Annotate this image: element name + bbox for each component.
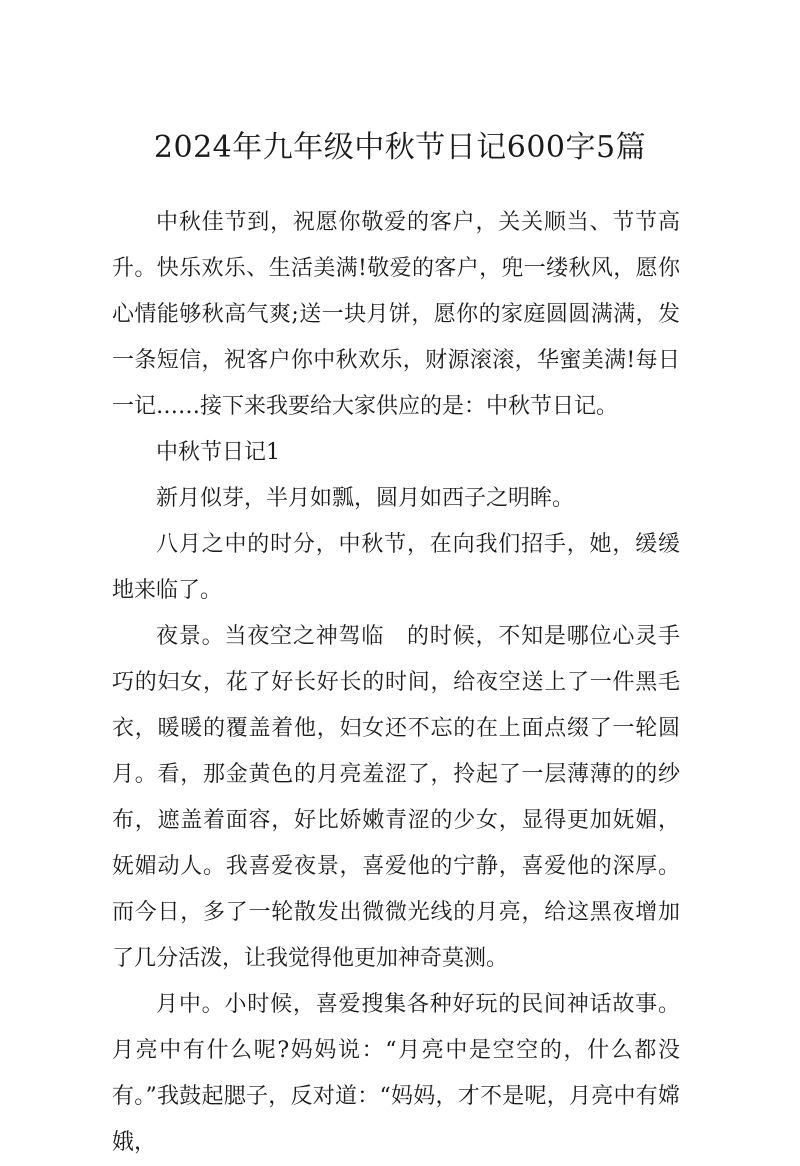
paragraph-subheading: 中秋节日记1 (156, 440, 280, 465)
paragraph-moon-phases: 新月似芽，半月如瓢，圆月如西子之明眸。 (156, 486, 575, 511)
document-title: 2024年九年级中秋节日记600字5篇 (153, 130, 647, 165)
paragraph-in-the-moon: 月中。小时候，喜爱搜集各种好玩的民间神话故事。月亮中有什么呢?妈妈说：“月亮中是空空的，什么都没有。”我鼓起腮子，反对道：“妈妈，才不是呢，月亮中有嫦娥， (112, 992, 680, 1155)
document-body (112, 200, 680, 1166)
paragraph-night-scene: 夜景。当夜空之神驾临 的时候，不知是哪位心灵手巧的妇女，花了好长好长的时间，给夜空送上了一件黑毛衣，暖暖的覆盖着他，妇女还不忘的在上面点缀了一轮圆月。看，那金黄色的月亮羞涩了，拎起了一层薄薄的的纱布，遮盖着面容，好比娇嫩青涩的少女，显得更加妩媚，妩媚动人。我喜爱夜景，喜爱他的宁静，喜爱他的深厚。而今日，多了一轮散发出微微光线的月亮，给这黑夜增加了几分活泼，让我觉得他更加神奇莫测。 (112, 624, 680, 971)
paragraph-mid-autumn-arrival: 八月之中的时分，中秋节，在向我们招手，她，缓缓地来临了。 (112, 532, 680, 603)
paragraph-intro: 中秋佳节到，祝愿你敬爱的客户，关关顺当、节节高升。快乐欢乐、生活美满!敬爱的客户，兜一缕秋风，愿你心情能够秋高气爽;送一块月饼，愿你的家庭圆圆满满，发一条短信，祝客户你中秋欢乐，财源滚滚，华蜜美满!每日一记……接下来我要给大家供应的是：中秋节日记。 (112, 210, 680, 419)
